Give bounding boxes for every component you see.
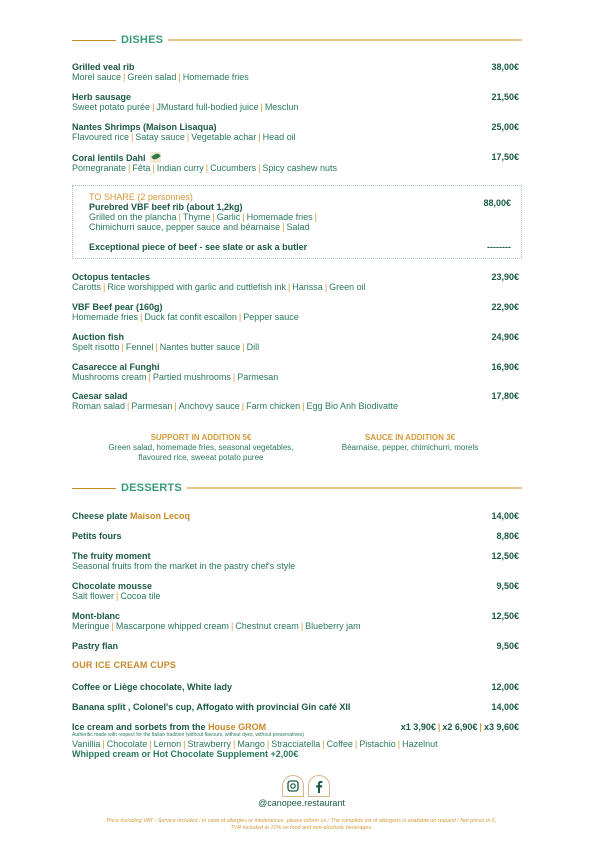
desc-part: Egg Bio Anh Biodivatte	[306, 401, 399, 411]
exceptional-price: --------	[487, 242, 511, 252]
separator: |	[186, 132, 190, 142]
item-price: 12,50€	[491, 611, 519, 621]
item-price: 38,00€	[491, 62, 519, 72]
grom-prices	[401, 722, 519, 732]
separator: |	[282, 222, 285, 232]
exceptional-text: Exceptional piece of beef - see slate or ask a butler	[89, 242, 308, 252]
desc-part: Nantes butter sauce	[159, 342, 241, 352]
item-name-text: Casarecce al Funghi	[72, 362, 160, 372]
menu-item	[72, 581, 522, 601]
header-rule-left	[72, 488, 116, 489]
desc-part: Hazelnut	[402, 739, 438, 749]
item-desc	[72, 621, 522, 631]
item-name-text: Grilled veal rib	[72, 62, 135, 72]
item-name	[72, 511, 522, 521]
desc-part: Garlic	[216, 212, 241, 222]
separator: |	[111, 621, 114, 631]
item-name-text: Mont-blanc	[72, 611, 120, 621]
footer-line: TVR included at 10% on food and non-alcoholic beverages.	[230, 825, 373, 831]
separator: |	[178, 72, 181, 82]
separator: |	[242, 212, 245, 222]
item-desc	[72, 102, 522, 112]
separator: |	[131, 132, 134, 142]
item-name	[72, 641, 522, 651]
menu-item	[72, 551, 522, 571]
item-price: 14,00€	[491, 702, 519, 712]
separator: |	[212, 212, 215, 222]
vegetarian-leaf-icon	[150, 152, 161, 163]
menu-item	[72, 92, 522, 112]
facebook-icon	[314, 780, 324, 793]
desc-part: Carotts	[72, 282, 102, 292]
item-desc	[72, 591, 522, 601]
item-name-text: Octopus tentacles	[72, 272, 151, 282]
desc-part: Anchovy sauce	[178, 401, 240, 411]
desc-part: Lemon	[153, 739, 182, 749]
desc-part: Dill	[246, 342, 260, 352]
desc-part: Homemade fries	[72, 312, 139, 322]
separator: |	[140, 312, 143, 322]
separator: |	[155, 342, 158, 352]
menu-item	[72, 362, 522, 382]
item-desc	[72, 163, 522, 173]
separator: |	[266, 739, 270, 749]
desc-part: Indian curry	[156, 163, 204, 173]
share-item-name: Purebred VBF beef rib (about 1,2kg)	[89, 202, 243, 212]
desc-part: Flavoured rice	[72, 132, 130, 142]
item-name	[72, 92, 522, 102]
separator: |	[128, 163, 131, 173]
ice-cream-cups-title: OUR ICE CREAM CUPS	[72, 660, 177, 670]
ice-cream-cup-item	[72, 702, 522, 712]
separator: |	[354, 739, 358, 749]
support-line: Green salad, homemade fries, seasonal vegetables,	[108, 443, 294, 452]
item-desc	[72, 282, 522, 292]
share-box	[72, 185, 522, 259]
separator: |	[103, 282, 106, 292]
item-name-suffix: Maison Lecoq	[127, 511, 191, 521]
separator: |	[232, 739, 236, 749]
desc-part: Rice worshipped with garlic and cuttlefish ink	[107, 282, 286, 292]
item-price: 12,00€	[491, 682, 519, 692]
header-rule-right	[187, 487, 522, 489]
item-name	[72, 362, 522, 372]
desc-part: Pepper sauce	[243, 312, 299, 322]
desc-part: Salt flower	[72, 591, 115, 601]
item-name	[72, 551, 522, 561]
grom-supplement: Whipped cream or Hot Chocolate Supplement +2,00€	[72, 749, 299, 759]
footer-legal	[0, 818, 603, 832]
grom-note: Authentic made with respect for the Italian tradition (without flavours, without dyes, without preservatives)	[72, 732, 305, 738]
desc-part: Pistachio	[359, 739, 396, 749]
menu-item	[72, 152, 522, 173]
desc-part: Grilled on the plancha	[89, 212, 177, 222]
share-item-desc	[89, 222, 511, 232]
separator: |	[242, 342, 245, 352]
item-name	[72, 62, 522, 72]
separator: |	[302, 401, 305, 411]
item-price: 8,80€	[496, 531, 519, 541]
item-price: 17,80€	[491, 391, 519, 401]
support-addition	[86, 433, 316, 463]
desc-part: Mango	[237, 739, 265, 749]
desc-part: Chestnut cream	[235, 621, 299, 631]
desc-part: x2 6,90€	[442, 722, 478, 732]
instagram-icon	[287, 780, 299, 792]
item-desc	[72, 312, 522, 322]
support-title: SUPPORT IN ADDITION 5€	[150, 433, 252, 442]
instagram-button[interactable]	[282, 775, 304, 797]
item-name	[72, 332, 522, 342]
item-price: 21,50€	[491, 92, 519, 102]
menu-item	[72, 391, 522, 411]
item-name-text: Herb sausage	[72, 92, 132, 102]
desc-part: Thyme	[182, 212, 211, 222]
separator: |	[178, 212, 181, 222]
item-name-text: Caesar salad	[72, 391, 128, 401]
desc-part: Chocolate	[106, 739, 148, 749]
desc-part: Stracciatella	[271, 739, 321, 749]
separator: |	[314, 212, 317, 222]
desc-part: Farm chicken	[246, 401, 301, 411]
separator: |	[479, 722, 482, 732]
item-name-text: Petits fours	[72, 531, 122, 541]
share-item-desc	[89, 212, 511, 222]
item-desc	[72, 372, 522, 382]
item-name	[72, 272, 522, 282]
desc-part: Spelt risotto	[72, 342, 120, 352]
menu-item	[72, 272, 522, 292]
separator: |	[152, 102, 155, 112]
menu-item	[72, 511, 522, 521]
separator: |	[123, 72, 126, 82]
item-price: 23,90€	[491, 272, 519, 282]
item-desc	[72, 342, 522, 352]
separator: |	[287, 282, 291, 292]
desc-part: Parmesan	[237, 372, 279, 382]
item-name-text: Chocolate mousse	[72, 581, 153, 591]
header-rule-left	[72, 40, 116, 41]
desc-part: Duck fat confit escallon	[144, 312, 237, 322]
item-name-text: VBF Beef pear (160g)	[72, 302, 163, 312]
item-price: 9,50€	[496, 641, 519, 651]
separator: |	[148, 372, 151, 382]
item-name-text: The fruity moment	[72, 551, 151, 561]
item-desc	[72, 132, 522, 142]
desc-part: Green oil	[329, 282, 366, 292]
desc-part: Fennel	[125, 342, 154, 352]
sauce-addition	[320, 433, 500, 453]
item-name	[72, 302, 522, 312]
desc-part: Chimichurri sauce, pepper sauce and béarnaise	[89, 222, 281, 232]
desc-part: Homemade fries	[246, 212, 313, 222]
desc-part: Vanillia	[72, 739, 101, 749]
item-price: 17,50€	[491, 152, 519, 162]
item-name-text: Auction fish	[72, 332, 124, 342]
separator: |	[258, 132, 261, 142]
menu-item	[72, 641, 522, 651]
item-name	[72, 581, 522, 591]
separator: |	[322, 739, 325, 749]
item-price: 25,00€	[491, 122, 519, 132]
item-desc	[72, 401, 522, 411]
separator: |	[149, 739, 152, 749]
separator: |	[397, 739, 401, 749]
desc-part: x1 3,90€	[400, 722, 436, 732]
desc-part: Morel sauce	[72, 72, 122, 82]
sauce-title: SAUCE IN ADDITION 3€	[365, 433, 455, 442]
separator: |	[238, 312, 242, 322]
desc-part: Roman salad	[72, 401, 126, 411]
social-links	[282, 775, 330, 797]
item-desc: Seasonal fruits from the market in the pastry chef's style	[72, 561, 296, 571]
item-price: 22,90€	[491, 302, 519, 312]
desc-part: Strawberry	[187, 739, 231, 749]
separator: |	[205, 163, 209, 173]
desc-part: Mesclun	[264, 102, 299, 112]
item-name: Banana split , Colonel's cup, Affogato with provincial Gin café XII	[72, 702, 351, 712]
desc-part: Coffee	[326, 739, 353, 749]
item-name-text: Pastry flan	[72, 641, 119, 651]
item-name	[72, 152, 522, 163]
share-label: TO SHARE (2 personnes)	[89, 192, 193, 202]
separator: |	[260, 102, 263, 112]
separator: |	[232, 372, 236, 382]
desc-part: Satay sauce	[135, 132, 185, 142]
separator: |	[241, 401, 245, 411]
desc-part: Meringue	[72, 621, 110, 631]
desc-part: JMustard full-bodied juice	[156, 102, 259, 112]
grom-name: Ice cream and sorbets from the	[72, 722, 206, 732]
item-price: 14,00€	[491, 511, 519, 521]
share-item-price: 88,00€	[483, 198, 511, 208]
share-item	[89, 198, 511, 232]
item-name-text: Nantes Shrimps (Maison Lisaqua)	[72, 122, 217, 132]
item-desc	[72, 72, 522, 82]
dishes-title: DISHES	[121, 34, 164, 46]
separator: |	[324, 282, 328, 292]
desc-part: Mascarpone whipped cream	[115, 621, 229, 631]
menu-item	[72, 62, 522, 82]
separator: |	[183, 739, 186, 749]
desc-part: Blueberry jam	[305, 621, 361, 631]
separator: |	[152, 163, 155, 173]
social-handle[interactable]: @canopee.restaurant	[258, 798, 345, 808]
desc-part: Homemade fries	[182, 72, 249, 82]
item-name	[72, 611, 522, 621]
item-price: 12,50€	[491, 551, 519, 561]
separator: |	[174, 401, 177, 411]
desc-part: Cucumbers	[210, 163, 257, 173]
item-name: Coffee or Liège chocolate, White lady	[72, 682, 233, 692]
item-name	[72, 122, 522, 132]
menu-item	[72, 531, 522, 541]
footer-line: Price including VAT - Service included / In case of allergies or intolerances, please inform us / The complete list of allergens is available on request / Net prices in €,	[106, 818, 497, 824]
item-name-text: Coral lentils Dahl	[72, 153, 146, 163]
dishes-section-header	[72, 32, 522, 48]
separator: |	[258, 163, 261, 173]
menu-item	[72, 611, 522, 631]
desserts-section-header	[72, 480, 522, 496]
desc-part: Harissa	[292, 282, 323, 292]
exceptional-item	[89, 242, 511, 252]
header-rule-right	[168, 39, 522, 41]
separator: |	[127, 401, 130, 411]
separator: |	[437, 722, 441, 732]
grom-flavours	[72, 739, 522, 749]
grom-house: House GROM	[208, 722, 267, 732]
separator: |	[230, 621, 234, 631]
facebook-button[interactable]	[308, 775, 330, 797]
desc-part: Vegetable achar	[191, 132, 257, 142]
separator: |	[121, 342, 124, 352]
menu-item	[72, 332, 522, 352]
menu-item	[72, 122, 522, 142]
item-price: 9,50€	[496, 581, 519, 591]
ice-cream-cup-item	[72, 682, 522, 692]
support-line: flavoured rice, sweeat potato puree	[138, 453, 264, 462]
item-name	[72, 391, 522, 401]
desc-part: Partied mushrooms	[152, 372, 231, 382]
desc-part: Mushrooms cream	[72, 372, 147, 382]
desc-part: Head oil	[262, 132, 296, 142]
desc-part: Fêta	[132, 163, 151, 173]
desc-part: Parmesan	[131, 401, 173, 411]
separator: |	[116, 591, 119, 601]
desc-part: Salad	[286, 222, 310, 232]
item-price: 24,90€	[491, 332, 519, 342]
grom-item	[72, 722, 522, 759]
desc-part: Sweet potato purée	[72, 102, 151, 112]
desc-part: x3 9,60€	[483, 722, 519, 732]
desc-part: Green salad	[127, 72, 177, 82]
item-price: 16,90€	[491, 362, 519, 372]
sauce-line: Béarnaise, pepper, chimichurri, morels	[341, 443, 479, 452]
desc-part: Pomegranate	[72, 163, 127, 173]
desserts-title: DESSERTS	[121, 482, 182, 494]
separator: |	[102, 739, 105, 749]
menu-item	[72, 302, 522, 322]
separator: |	[300, 621, 304, 631]
desc-part: Spicy cashew nuts	[262, 163, 338, 173]
item-name-text: Cheese plate	[72, 511, 128, 521]
item-name	[72, 531, 522, 541]
desc-part: Cocoa tile	[120, 591, 161, 601]
